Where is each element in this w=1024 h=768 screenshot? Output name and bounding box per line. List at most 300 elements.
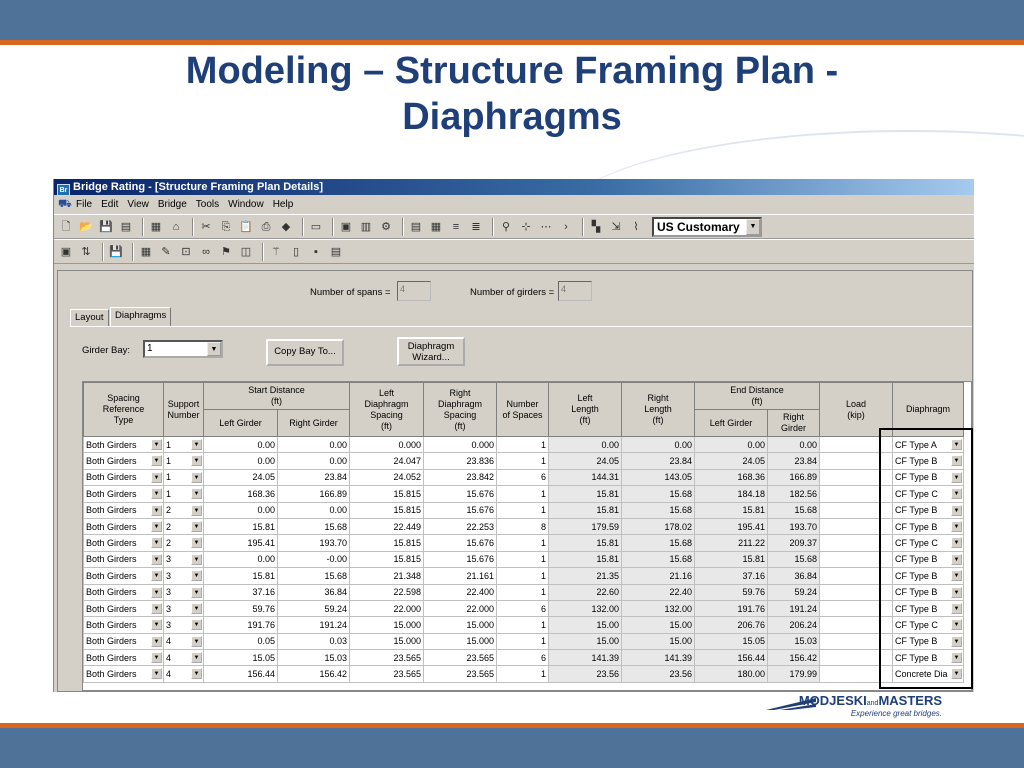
table-row[interactable] — [84, 633, 964, 649]
chevron-down-icon[interactable]: ▼ — [151, 603, 162, 614]
table-cell[interactable]: 6 — [497, 469, 549, 485]
table-cell[interactable]: 23.836 — [424, 453, 497, 469]
chevron-down-icon[interactable]: ▼ — [951, 603, 962, 614]
page-icon[interactable]: ▯ — [292, 245, 300, 258]
table-cell[interactable]: 15.81 — [549, 486, 622, 502]
header-spacing-ref[interactable] — [84, 383, 164, 437]
bridge-explorer-icon[interactable]: ▦ — [150, 220, 162, 233]
spacing-ref-select[interactable] — [84, 666, 164, 682]
spacing-ref-select[interactable] — [84, 453, 164, 469]
table-cell[interactable]: 23.565 — [350, 666, 424, 682]
chevron-down-icon[interactable]: ▼ — [191, 554, 202, 565]
table-cell[interactable]: 1 — [497, 633, 549, 649]
chevron-down-icon[interactable]: ▼ — [151, 488, 162, 499]
table-cell[interactable]: 23.565 — [350, 650, 424, 666]
table-cell[interactable]: 15.815 — [350, 502, 424, 518]
chevron-down-icon[interactable]: ▼ — [951, 668, 962, 679]
header-left-length[interactable] — [549, 383, 622, 437]
table-small-icon[interactable]: ▪ — [314, 245, 318, 258]
diaphragm-select[interactable] — [893, 437, 964, 453]
table-cell[interactable]: 21.16 — [622, 568, 695, 584]
diaphragm-select[interactable] — [893, 453, 964, 469]
chevron-down-icon[interactable]: ▼ — [191, 472, 202, 483]
document-icon[interactable]: ⛟ — [58, 198, 72, 210]
table-cell[interactable]: 21.35 — [549, 568, 622, 584]
table-cell[interactable] — [820, 453, 893, 469]
table-cell[interactable]: 24.05 — [204, 469, 278, 485]
chevron-down-icon[interactable]: ▼ — [951, 636, 962, 647]
chevron-down-icon[interactable]: ▼ — [151, 587, 162, 598]
chevron-down-icon[interactable]: ▼ — [151, 668, 162, 679]
table-cell[interactable]: 22.40 — [622, 584, 695, 600]
tab-layout[interactable]: Layout — [70, 309, 109, 326]
diaphragm-select[interactable] — [893, 502, 964, 518]
chevron-down-icon[interactable]: ▼ — [151, 537, 162, 548]
edit-icon[interactable]: ✎ — [161, 245, 171, 258]
table-cell[interactable]: 1 — [497, 486, 549, 502]
table-cell[interactable] — [820, 600, 893, 616]
diaphragm-select[interactable] — [893, 617, 964, 633]
copy-icon[interactable]: ⎘ — [221, 220, 231, 233]
header-diaphragm[interactable]: Diaphragm — [893, 383, 964, 437]
table-cell[interactable]: 8 — [497, 518, 549, 534]
table-cell[interactable]: 0.00 — [204, 551, 278, 567]
chevron-down-icon[interactable]: ▼ — [951, 439, 962, 450]
chevron-down-icon[interactable]: ▼ — [191, 668, 202, 679]
table-cell[interactable]: 0.00 — [768, 437, 820, 453]
table-cell[interactable]: 206.24 — [768, 617, 820, 633]
table-cell[interactable] — [820, 469, 893, 485]
table-cell[interactable] — [820, 486, 893, 502]
schematic-icon[interactable]: ▣ — [340, 220, 352, 233]
spacing-ref-select[interactable] — [84, 650, 164, 666]
diaphragm-select[interactable] — [893, 518, 964, 534]
table-cell[interactable]: 0.000 — [350, 437, 424, 453]
chevron-down-icon[interactable]: ▼ — [151, 554, 162, 565]
table-cell[interactable]: 15.000 — [424, 617, 497, 633]
header-right-spacing[interactable] — [424, 383, 497, 437]
chevron-down-icon[interactable]: ▼ — [191, 505, 202, 516]
table-cell[interactable]: 37.16 — [695, 568, 768, 584]
diaphragm-wizard-button[interactable] — [397, 337, 465, 366]
table-cell[interactable]: 179.99 — [768, 666, 820, 682]
table-cell[interactable] — [820, 535, 893, 551]
table-cell[interactable]: 23.56 — [549, 666, 622, 682]
header-right-length[interactable] — [622, 383, 695, 437]
preview-icon[interactable]: ⊡ — [181, 245, 191, 258]
table-cell[interactable]: 0.00 — [549, 437, 622, 453]
support-number-select[interactable] — [164, 551, 204, 567]
table-cell[interactable]: 156.44 — [695, 650, 768, 666]
table-cell[interactable]: 22.400 — [424, 584, 497, 600]
table-cell[interactable]: 0.00 — [695, 437, 768, 453]
copy-bay-button[interactable]: Copy Bay To... — [266, 339, 344, 366]
table-cell[interactable]: 1 — [497, 666, 549, 682]
chevron-down-icon[interactable]: ▼ — [151, 521, 162, 532]
table-cell[interactable]: 166.89 — [768, 469, 820, 485]
support-number-select[interactable] — [164, 469, 204, 485]
table-cell[interactable]: -0.00 — [278, 551, 350, 567]
bridge-workspace-icon[interactable]: ⌂ — [172, 220, 180, 233]
table-cell[interactable]: 156.44 — [204, 666, 278, 682]
menu-file[interactable]: File — [76, 199, 93, 210]
table-cell[interactable]: 15.03 — [768, 633, 820, 649]
table-cell[interactable]: 191.76 — [695, 600, 768, 616]
table-cell[interactable]: 59.24 — [278, 600, 350, 616]
header-load[interactable] — [820, 383, 893, 437]
girder-bay-select[interactable] — [143, 340, 223, 358]
table-cell[interactable]: 0.00 — [278, 437, 350, 453]
chevron-down-icon[interactable]: ▼ — [191, 521, 202, 532]
table-cell[interactable]: 1 — [497, 502, 549, 518]
table-cell[interactable]: 0.03 — [278, 633, 350, 649]
table-cell[interactable]: 6 — [497, 600, 549, 616]
support-number-select[interactable] — [164, 502, 204, 518]
table-cell[interactable]: 22.449 — [350, 518, 424, 534]
spacing-ref-select[interactable] — [84, 633, 164, 649]
report-icon[interactable]: ▤ — [410, 220, 422, 233]
table-cell[interactable]: 15.676 — [424, 535, 497, 551]
table-cell[interactable]: 15.81 — [204, 518, 278, 534]
chevron-down-icon[interactable]: ▼ — [951, 587, 962, 598]
table-cell[interactable]: 1 — [497, 437, 549, 453]
flag-icon[interactable]: ⚑ — [221, 245, 231, 258]
picture-icon[interactable]: ◫ — [240, 245, 252, 258]
table-row[interactable] — [84, 535, 964, 551]
chevron-down-icon[interactable]: ▼ — [191, 488, 202, 499]
table-cell[interactable]: 0.00 — [204, 437, 278, 453]
table-row[interactable] — [84, 650, 964, 666]
table-cell[interactable]: 15.05 — [695, 633, 768, 649]
spacing-ref-select[interactable] — [84, 551, 164, 567]
chevron-down-icon[interactable]: ▼ — [951, 554, 962, 565]
table-cell[interactable]: 21.348 — [350, 568, 424, 584]
table-cell[interactable]: 24.05 — [549, 453, 622, 469]
menu-view[interactable]: View — [127, 199, 149, 210]
table-row[interactable] — [84, 568, 964, 584]
table-row[interactable] — [84, 617, 964, 633]
spacing-ref-select[interactable] — [84, 486, 164, 502]
chevron-down-icon[interactable]: ▼ — [151, 570, 162, 581]
diaphragm-select[interactable] — [893, 568, 964, 584]
table-cell[interactable]: 1 — [497, 568, 549, 584]
support-number-select[interactable] — [164, 617, 204, 633]
diaphragm-select[interactable] — [893, 469, 964, 485]
table-cell[interactable]: 15.68 — [622, 551, 695, 567]
chevron-down-icon[interactable]: ▼ — [951, 570, 962, 581]
table-cell[interactable]: 184.18 — [695, 486, 768, 502]
table-cell[interactable]: 0.05 — [204, 633, 278, 649]
new-file-icon[interactable]: 🗋 — [61, 220, 71, 233]
table-cell[interactable]: 1 — [497, 584, 549, 600]
table-cell[interactable]: 0.00 — [204, 502, 278, 518]
spacing-ref-select[interactable] — [84, 502, 164, 518]
table-cell[interactable]: 132.00 — [549, 600, 622, 616]
chevron-down-icon[interactable]: ▼ — [191, 619, 202, 630]
spacing-ref-select[interactable] — [84, 535, 164, 551]
table-cell[interactable]: 191.76 — [204, 617, 278, 633]
table-cell[interactable] — [820, 617, 893, 633]
table-cell[interactable]: 0.00 — [622, 437, 695, 453]
all-icon[interactable]: ⋯ — [540, 220, 552, 233]
table-cell[interactable]: 191.24 — [278, 617, 350, 633]
table-cell[interactable]: 193.70 — [768, 518, 820, 534]
chevron-down-icon[interactable]: ▼ — [951, 505, 962, 516]
chevron-down-icon[interactable]: ▼ — [191, 439, 202, 450]
table-cell[interactable]: 132.00 — [622, 600, 695, 616]
table-cell[interactable]: 15.000 — [424, 633, 497, 649]
table-cell[interactable]: 141.39 — [622, 650, 695, 666]
glasses-icon[interactable]: ∞ — [202, 245, 210, 258]
diaphragm-select[interactable] — [893, 584, 964, 600]
table-cell[interactable]: 180.00 — [695, 666, 768, 682]
table-cell[interactable]: 23.565 — [424, 666, 497, 682]
export-icon[interactable]: ⇲ — [611, 220, 621, 233]
header-end-distance[interactable] — [695, 383, 820, 410]
table-cell[interactable]: 15.676 — [424, 551, 497, 567]
table-icon[interactable]: ▦ — [430, 220, 442, 233]
chevron-down-icon[interactable]: ▼ — [951, 619, 962, 630]
table-cell[interactable]: 23.56 — [622, 666, 695, 682]
header-start-distance[interactable] — [204, 383, 350, 410]
header-end-right-girder[interactable] — [768, 410, 820, 437]
spacing-ref-select[interactable] — [84, 568, 164, 584]
chevron-down-icon[interactable]: ▼ — [951, 455, 962, 466]
chevron-down-icon[interactable]: ▼ — [191, 636, 202, 647]
chevron-down-icon[interactable]: ▼ — [151, 439, 162, 450]
table-cell[interactable]: 0.00 — [278, 502, 350, 518]
table-cell[interactable]: 1 — [497, 551, 549, 567]
units-select[interactable] — [652, 217, 762, 237]
table-cell[interactable]: 195.41 — [695, 518, 768, 534]
table-row[interactable] — [84, 600, 964, 616]
results-icon[interactable]: ≣ — [471, 220, 481, 233]
table-cell[interactable]: 1 — [497, 453, 549, 469]
table-row[interactable] — [84, 469, 964, 485]
chevron-down-icon[interactable]: ▼ — [151, 472, 162, 483]
diaphragm-select[interactable] — [893, 535, 964, 551]
table-cell[interactable]: 15.815 — [350, 551, 424, 567]
save-all-icon[interactable]: ▤ — [120, 220, 132, 233]
chevron-down-icon[interactable]: ▼ — [151, 636, 162, 647]
header-start-left-girder[interactable]: Left Girder — [204, 410, 278, 437]
diaphragm-select[interactable] — [893, 633, 964, 649]
table-cell[interactable]: 191.24 — [768, 600, 820, 616]
table-cell[interactable]: 15.815 — [350, 486, 424, 502]
header-start-right-girder[interactable]: Right Girder — [278, 410, 350, 437]
analysis-icon[interactable]: ⚙ — [381, 220, 391, 233]
table-cell[interactable]: 143.05 — [622, 469, 695, 485]
diaphragm-select[interactable] — [893, 600, 964, 616]
clip-icon[interactable]: ⌇ — [633, 220, 639, 233]
table-cell[interactable] — [820, 650, 893, 666]
chevron-down-icon[interactable]: ▼ — [151, 505, 162, 516]
table-cell[interactable]: 15.68 — [278, 568, 350, 584]
diaphragm-select[interactable] — [893, 551, 964, 567]
table-cell[interactable] — [820, 437, 893, 453]
table-cell[interactable]: 206.76 — [695, 617, 768, 633]
table-cell[interactable]: 15.68 — [768, 551, 820, 567]
table-cell[interactable]: 36.84 — [768, 568, 820, 584]
table-cell[interactable]: 22.253 — [424, 518, 497, 534]
table-cell[interactable]: 15.68 — [622, 535, 695, 551]
support-number-select[interactable] — [164, 584, 204, 600]
find-next-icon[interactable]: ⊹ — [521, 220, 531, 233]
header-end-left-girder[interactable]: Left Girder — [695, 410, 768, 437]
table-cell[interactable]: 15.00 — [622, 617, 695, 633]
header-left-spacing[interactable] — [350, 383, 424, 437]
table-cell[interactable]: 59.76 — [695, 584, 768, 600]
table-cell[interactable]: 23.565 — [424, 650, 497, 666]
spacing-ref-select[interactable] — [84, 584, 164, 600]
chevron-down-icon[interactable]: ▼ — [746, 219, 760, 235]
support-number-select[interactable] — [164, 600, 204, 616]
table-cell[interactable]: 15.68 — [622, 502, 695, 518]
table-cell[interactable]: 15.676 — [424, 502, 497, 518]
spacing-ref-select[interactable] — [84, 518, 164, 534]
paste-icon[interactable]: 📋 — [239, 220, 253, 233]
spacing-ref-select[interactable] — [84, 469, 164, 485]
chevron-down-icon[interactable]: ▼ — [951, 537, 962, 548]
table-cell[interactable] — [820, 518, 893, 534]
chevron-down-icon[interactable]: ▼ — [151, 652, 162, 663]
menu-edit[interactable]: Edit — [101, 199, 119, 210]
table-cell[interactable]: 144.31 — [549, 469, 622, 485]
support-number-select[interactable] — [164, 437, 204, 453]
header-support-number[interactable] — [164, 383, 204, 437]
table-row[interactable] — [84, 437, 964, 453]
table-cell[interactable] — [820, 633, 893, 649]
doc-icon[interactable]: ▤ — [330, 245, 342, 258]
chevron-down-icon[interactable]: ▼ — [151, 455, 162, 466]
table-cell[interactable]: 211.22 — [695, 535, 768, 551]
table-row[interactable] — [84, 666, 964, 682]
table-cell[interactable]: 15.81 — [695, 502, 768, 518]
table-cell[interactable]: 168.36 — [695, 469, 768, 485]
chevron-down-icon[interactable]: ▼ — [951, 472, 962, 483]
table-cell[interactable] — [820, 584, 893, 600]
table-cell[interactable]: 59.24 — [768, 584, 820, 600]
table-cell[interactable]: 193.70 — [278, 535, 350, 551]
table-cell[interactable]: 23.84 — [622, 453, 695, 469]
chevron-down-icon[interactable]: ▼ — [951, 652, 962, 663]
spacing-ref-select[interactable] — [84, 437, 164, 453]
table-cell[interactable]: 22.000 — [424, 600, 497, 616]
table-cell[interactable]: 0.00 — [278, 453, 350, 469]
save-icon[interactable]: 💾 — [99, 220, 113, 233]
table-cell[interactable]: 0.00 — [204, 453, 278, 469]
list-icon[interactable]: ≡ — [452, 220, 460, 233]
print-icon[interactable]: ⎙ — [261, 220, 271, 233]
table-cell[interactable]: 15.815 — [350, 535, 424, 551]
tab-diaphragms[interactable]: Diaphragms — [110, 307, 171, 326]
binoculars-icon[interactable]: ⚲ — [501, 220, 511, 233]
chevron-down-icon[interactable]: ▼ — [191, 537, 202, 548]
table-cell[interactable]: 24.052 — [350, 469, 424, 485]
chevron-down-icon[interactable]: ▼ — [191, 570, 202, 581]
window-titlebar[interactable] — [54, 179, 974, 195]
wand-icon[interactable]: ⚚ — [271, 245, 281, 258]
spacing-ref-select[interactable] — [84, 617, 164, 633]
table-cell[interactable]: 141.39 — [549, 650, 622, 666]
table-cell[interactable] — [820, 568, 893, 584]
table-cell[interactable]: 166.89 — [278, 486, 350, 502]
table-cell[interactable]: 15.81 — [695, 551, 768, 567]
table-cell[interactable]: 15.68 — [622, 486, 695, 502]
table-cell[interactable]: 15.81 — [204, 568, 278, 584]
table-cell[interactable]: 22.60 — [549, 584, 622, 600]
support-number-select[interactable] — [164, 535, 204, 551]
table-cell[interactable]: 15.81 — [549, 535, 622, 551]
library-icon[interactable]: ▥ — [360, 220, 372, 233]
table-cell[interactable]: 23.84 — [768, 453, 820, 469]
menu-tools[interactable]: Tools — [195, 199, 220, 210]
table-cell[interactable]: 6 — [497, 650, 549, 666]
table-cell[interactable]: 15.81 — [549, 502, 622, 518]
spacing-ref-select[interactable] — [84, 600, 164, 616]
support-number-select[interactable] — [164, 650, 204, 666]
chevron-down-icon[interactable]: ▼ — [951, 488, 962, 499]
diaphragm-select[interactable] — [893, 650, 964, 666]
table-row[interactable] — [84, 502, 964, 518]
table-cell[interactable]: 36.84 — [278, 584, 350, 600]
table-cell[interactable]: 179.59 — [549, 518, 622, 534]
menu-bridge[interactable]: Bridge — [157, 199, 187, 210]
table-cell[interactable]: 1 — [497, 617, 549, 633]
table-cell[interactable]: 15.00 — [622, 633, 695, 649]
chevron-down-icon[interactable]: ▼ — [191, 587, 202, 598]
chevron-down-icon[interactable]: ▼ — [151, 619, 162, 630]
table-cell[interactable]: 15.000 — [350, 617, 424, 633]
sort-icon[interactable]: ⇅ — [81, 245, 91, 258]
table-row[interactable] — [84, 518, 964, 534]
table-cell[interactable] — [820, 666, 893, 682]
table-cell[interactable]: 21.161 — [424, 568, 497, 584]
table-row[interactable] — [84, 486, 964, 502]
table-row[interactable] — [84, 584, 964, 600]
support-number-select[interactable] — [164, 518, 204, 534]
table-cell[interactable]: 15.05 — [204, 650, 278, 666]
support-number-select[interactable] — [164, 486, 204, 502]
table-cell[interactable]: 168.36 — [204, 486, 278, 502]
table-cell[interactable] — [820, 502, 893, 518]
table-cell[interactable]: 178.02 — [622, 518, 695, 534]
table-cell[interactable]: 15.00 — [549, 633, 622, 649]
window-icon[interactable]: ▭ — [310, 220, 322, 233]
check-icon[interactable]: ▚ — [591, 220, 601, 233]
table-row[interactable] — [84, 551, 964, 567]
table-cell[interactable]: 37.16 — [204, 584, 278, 600]
table-cell[interactable]: 15.68 — [768, 502, 820, 518]
menu-window[interactable]: Window — [228, 199, 264, 210]
table-cell[interactable]: 24.047 — [350, 453, 424, 469]
support-number-select[interactable] — [164, 453, 204, 469]
eraser-icon[interactable]: ◆ — [281, 220, 291, 233]
diaphragm-select[interactable] — [893, 666, 964, 682]
table-cell[interactable]: 15.81 — [549, 551, 622, 567]
open-folder-icon[interactable]: 📂 — [79, 220, 93, 233]
table-cell[interactable]: 15.000 — [350, 633, 424, 649]
table-row[interactable] — [84, 453, 964, 469]
menu-help[interactable]: Help — [272, 199, 294, 210]
table-cell[interactable]: 0.000 — [424, 437, 497, 453]
chevron-down-icon[interactable]: ▼ — [951, 521, 962, 532]
table-cell[interactable]: 195.41 — [204, 535, 278, 551]
chevron-down-icon[interactable]: ▼ — [191, 455, 202, 466]
table-cell[interactable]: 15.68 — [278, 518, 350, 534]
table-cell[interactable]: 24.05 — [695, 453, 768, 469]
support-number-select[interactable] — [164, 666, 204, 682]
